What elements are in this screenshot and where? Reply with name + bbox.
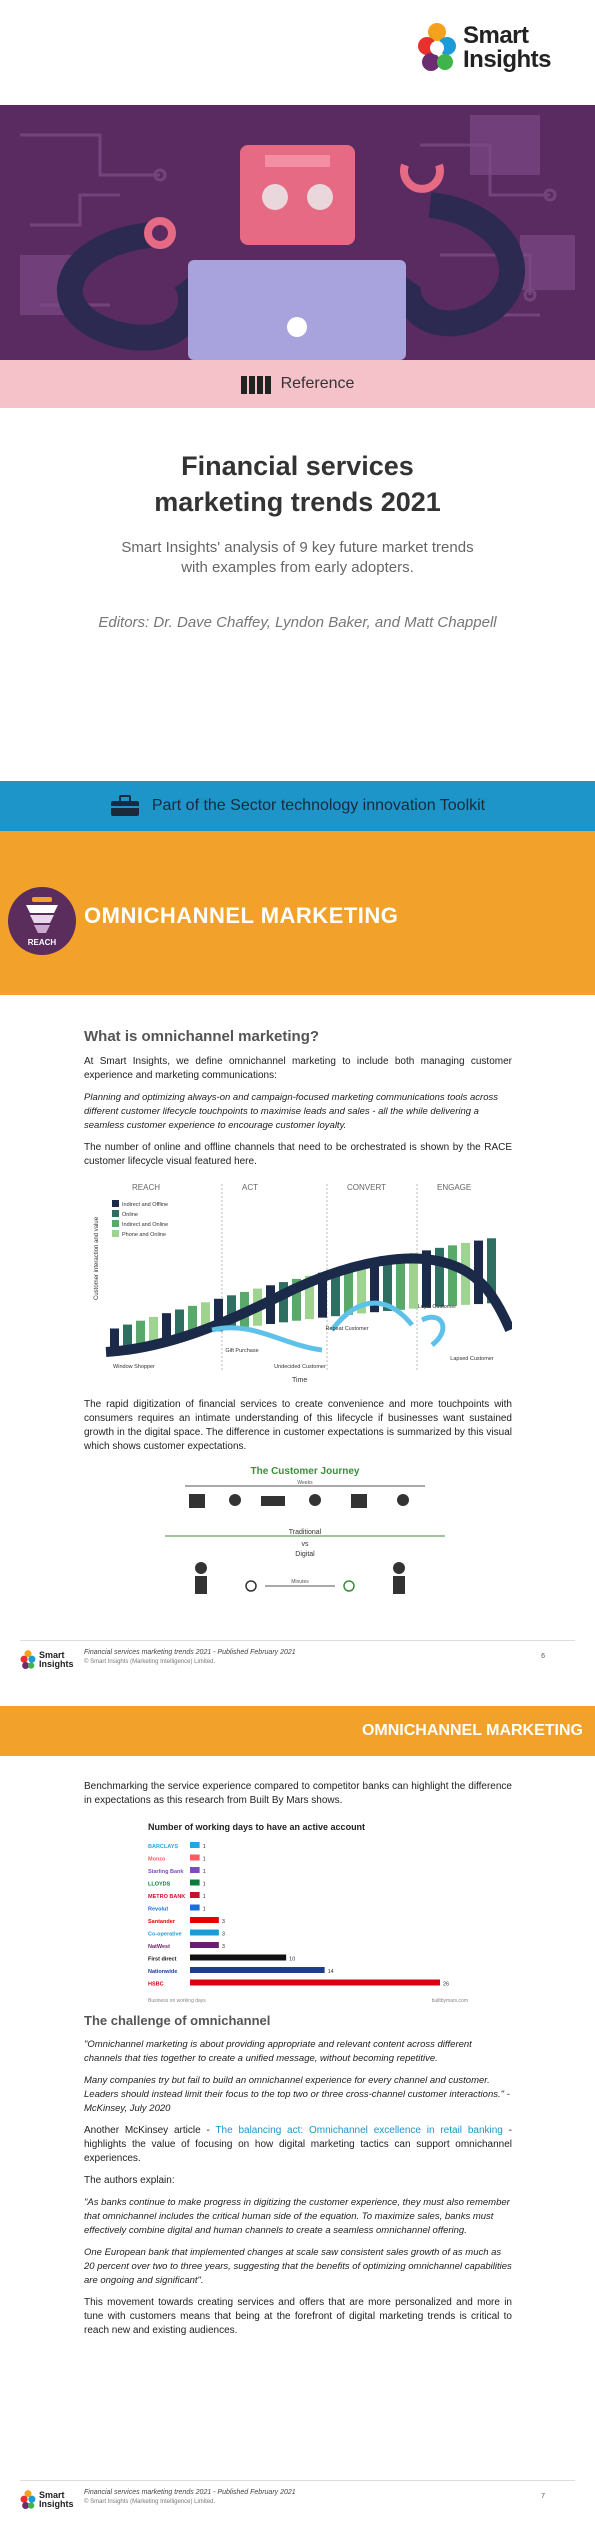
chart-value-label: 1 xyxy=(202,1881,206,1888)
race-legend-item: Online xyxy=(122,1212,138,1218)
page7-paragraph-4: This movement towards creating services and offers that are more personalized and more in tune with customers means that being at the forefront of digital marketing trends is critical to reach new and existing audiences. xyxy=(84,2297,512,2336)
race-channel-bar xyxy=(149,1317,158,1342)
chart-bar xyxy=(190,1967,325,1973)
toolkit-label: Part of the Sector technology innovation Toolkit xyxy=(151,797,486,814)
page7-section-bar xyxy=(0,1706,595,1756)
logo-mark-icon xyxy=(417,20,457,76)
race-persona-label: Gift Purchase xyxy=(225,1348,259,1354)
chart-bar xyxy=(190,1930,219,1936)
chart-bar xyxy=(190,1905,200,1911)
footer-logo xyxy=(20,1649,74,1671)
chart-bar xyxy=(190,1842,200,1848)
logo-bar xyxy=(0,0,595,105)
race-persona-label: Window Shopper xyxy=(113,1364,155,1370)
chart-bar xyxy=(190,1867,200,1873)
footer-logo-line1: Smart xyxy=(39,1650,65,1660)
chart-bar xyxy=(190,1942,219,1948)
chart-bank-label: Co-operative xyxy=(148,1931,182,1938)
customer-journey-diagram xyxy=(155,1462,455,1617)
race-legend-swatch xyxy=(112,1200,119,1207)
page7-quote-4: One European bank that implemented changes at scale saw consistent sales growth of as much as 20 percent over two to three years, suggesting that the benefits of optimizing omnichannel capabilities are ongoing and significant". xyxy=(84,2247,512,2286)
journey-bottom-time: Minutes xyxy=(291,1579,309,1585)
logo-text-line2: Insights xyxy=(462,46,551,73)
page6-content-2 xyxy=(84,1398,512,1454)
page7-paragraph-2 xyxy=(84,2124,512,2166)
page6-paragraph-4: The rapid digitization of financial services to create convenience and more touchpoints with consumers requires an intimate understanding of this lifecycle if businesses want sustained growth in the digital space. The difference in customer expectations is summarized by this visual which shows customer expectations. xyxy=(84,1399,512,1452)
reference-strip xyxy=(0,360,595,408)
journey-title: The Customer Journey xyxy=(250,1466,360,1477)
chart-bank-label: METRO BANK xyxy=(148,1894,186,1900)
page6-heading: What is omnichannel marketing? xyxy=(84,1028,320,1045)
chart-value-label: 1 xyxy=(202,1894,206,1900)
journey-vs: vs xyxy=(301,1541,309,1548)
race-lifecycle-diagram xyxy=(92,1180,512,1385)
chart-value-label: 1 xyxy=(202,1906,206,1913)
chart-bank-label: Santander xyxy=(148,1919,175,1925)
chart-bank-label: HSBC xyxy=(148,1981,164,1988)
document-subtitle: Smart Insights' analysis of 9 key future market trends with examples from early adopters. xyxy=(121,539,474,576)
race-channel-bar xyxy=(123,1325,132,1347)
page7-quote-2: Many companies try but fail to build an omnichannel experience for every channel and customer. Leaders should instead limit their focus to the top two or three cross-channel customer interactions." - McKinsey, July 2020 xyxy=(84,2075,510,2114)
footer-logo-line2: Insights xyxy=(39,1659,74,1669)
footer-title: Financial services marketing trends 2021 - Published February 2021 xyxy=(84,2489,296,2496)
chart-value-label: 1 xyxy=(202,1869,206,1875)
reference-books-icon xyxy=(241,374,271,394)
page6-paragraph-3: The number of online and offline channels that need to be orchestrated is shown by the RACE customer lifecycle visual featured here. xyxy=(84,1142,512,1167)
race-stage-1: ACT xyxy=(242,1183,258,1192)
footer-copyright: © Smart Insights (Marketing Intelligence) Limited. xyxy=(84,2499,216,2505)
chart-source-left: Business on working days xyxy=(148,1998,206,2004)
footer-title: Financial services marketing trends 2021 - Published February 2021 xyxy=(84,1649,296,1656)
race-legend-item: Indirect and Offline xyxy=(122,1202,169,1208)
page7-heading: The challenge of omnichannel xyxy=(84,2013,271,2028)
race-channel-bar xyxy=(162,1313,171,1339)
reach-label: REACH xyxy=(27,938,57,947)
race-channel-bar xyxy=(448,1245,457,1305)
page7-footer xyxy=(20,2480,575,2516)
reach-badge xyxy=(8,887,76,955)
page-number: 6 xyxy=(541,1653,545,1660)
race-legend-swatch xyxy=(112,1220,119,1227)
p2-pre: Another McKinsey article - xyxy=(84,2125,216,2136)
chart-value-label: 1 xyxy=(202,1844,206,1850)
chart-bank-label: LLOYDS xyxy=(148,1881,171,1888)
smart-insights-logo[interactable] xyxy=(417,20,551,76)
race-channel-bar xyxy=(136,1321,145,1344)
chart-bar xyxy=(190,1892,200,1898)
robot-laptop-illustration xyxy=(0,105,595,360)
race-persona-label: Undecided Customer xyxy=(274,1364,326,1370)
footer-logo-line1: Smart xyxy=(39,2490,65,2500)
race-legend-swatch xyxy=(112,1230,119,1237)
chart-bar xyxy=(190,1855,200,1861)
page7-content xyxy=(84,2013,512,2338)
race-persona-label: Lapsed Customer xyxy=(450,1356,494,1362)
race-legend-item: Phone and Online xyxy=(122,1232,167,1238)
race-stage-2: CONVERT xyxy=(347,1183,386,1192)
race-x-axis-label: Time xyxy=(292,1377,308,1384)
footer-logo-p7 xyxy=(20,2489,74,2511)
race-y-axis-label: Customer interaction and value xyxy=(94,1216,100,1300)
race-legend-item: Indirect and Online xyxy=(122,1222,169,1228)
page6-footer xyxy=(20,1640,575,1676)
logo-text-line1: Smart xyxy=(462,22,529,49)
chart-value-label: 26 xyxy=(443,1981,450,1988)
mckinsey-article-link[interactable]: The balancing act: Omnichannel excellence in retail banking xyxy=(215,2125,503,2136)
chart-bank-label: Nationwide xyxy=(148,1969,178,1975)
chart-source-right: builtbymars.com xyxy=(431,1998,468,2004)
chart-bank-label: NatWest xyxy=(148,1944,170,1950)
chart-value-label: 1 xyxy=(202,1856,206,1863)
chart-bank-label: Monzo xyxy=(148,1856,166,1863)
section-title: OMNICHANNEL MARKETING xyxy=(84,903,399,928)
race-legend-swatch xyxy=(112,1210,119,1217)
page6-paragraph-1: At Smart Insights, we define omnichannel marketing to include both managing customer experience and marketing communications: xyxy=(84,1056,512,1081)
chart-title: Number of working days to have an active account xyxy=(148,1822,366,1832)
race-stage-0: REACH xyxy=(132,1183,161,1192)
race-persona-label: Loyal Customer xyxy=(417,1304,457,1310)
chart-bar xyxy=(190,1917,219,1923)
document-editors: Editors: Dr. Dave Chaffey, Lyndon Baker, and Matt Chappell xyxy=(98,614,497,631)
journey-top-label: Weeks xyxy=(297,1480,313,1486)
chart-bar xyxy=(190,1980,440,1986)
section-banner xyxy=(0,831,595,995)
chart-bar xyxy=(190,1955,286,1961)
page7-quote-1: "Omnichannel marketing is about providing appropriate and relevant content across different channels that ties together to create a unified message, without becoming repetitive. xyxy=(84,2039,472,2064)
race-persona-label: Repeat Customer xyxy=(325,1326,369,1332)
page6-content xyxy=(84,1028,512,1169)
bank-bar-chart xyxy=(128,1816,488,2006)
chart-bank-label: Revolut xyxy=(148,1906,169,1913)
page6-definition-quote: Planning and optimizing always-on and campaign-focused marketing communications tools across different customer lifecycle touchpoints to maximise leads and sales - all the while delivering a seamless customer experience to encourage customer loyalty. xyxy=(84,1092,498,1131)
chart-bank-label: First direct xyxy=(148,1956,177,1963)
journey-bottom-label: Digital xyxy=(295,1551,315,1558)
logo-mark-icon-small xyxy=(20,2489,36,2511)
chart-bank-label: BARCLAYS xyxy=(148,1844,179,1850)
footer-copyright: © Smart Insights (Marketing Intelligence) Limited. xyxy=(84,1659,216,1665)
document-title: Financial services marketing trends 2021 xyxy=(154,451,441,517)
chart-bar xyxy=(190,1880,200,1886)
page7-paragraph-1: Benchmarking the service experience compared to competitor banks can highlight the difference in expectations as this research from Built By Mars shows. xyxy=(84,1781,512,1806)
p2-post: - highlights the value of focusing on how digital marketing tactics can support omnichannel experiences. xyxy=(84,2125,512,2164)
footer-logo-line2: Insights xyxy=(39,2499,74,2509)
logo-mark-icon-small xyxy=(20,1649,36,1671)
journey-middle-label: Traditional xyxy=(288,1529,322,1536)
toolkit-bar[interactable] xyxy=(0,781,595,831)
race-channel-bar xyxy=(110,1328,119,1348)
page7-paragraph-3: The authors explain: xyxy=(84,2175,175,2186)
chart-value-label: 3 xyxy=(221,1944,225,1950)
chart-bank-label: Starling Bank xyxy=(148,1869,184,1875)
hero-illustration xyxy=(0,105,595,360)
race-stage-3: ENGAGE xyxy=(437,1183,472,1192)
page7-quote-3: "As banks continue to make progress in digitizing the customer experience, they must also remember that omnichannel includes the critical human side of the equation. To maximize sales, banks must effectively combine digital and human channels to create a seamless omnichannel offering. xyxy=(84,2197,510,2236)
chart-value-label: 10 xyxy=(289,1956,296,1963)
page7-section-title: OMNICHANNEL MARKETING xyxy=(361,1722,583,1739)
toolbox-icon xyxy=(110,795,140,817)
reference-label: Reference xyxy=(280,375,355,392)
chart-value-label: 3 xyxy=(221,1931,225,1938)
chart-value-label: 14 xyxy=(327,1969,334,1975)
cover-title-block xyxy=(0,408,595,631)
chart-value-label: 3 xyxy=(221,1919,225,1925)
page-number: 7 xyxy=(541,2493,545,2500)
page7-intro xyxy=(84,1780,512,1808)
